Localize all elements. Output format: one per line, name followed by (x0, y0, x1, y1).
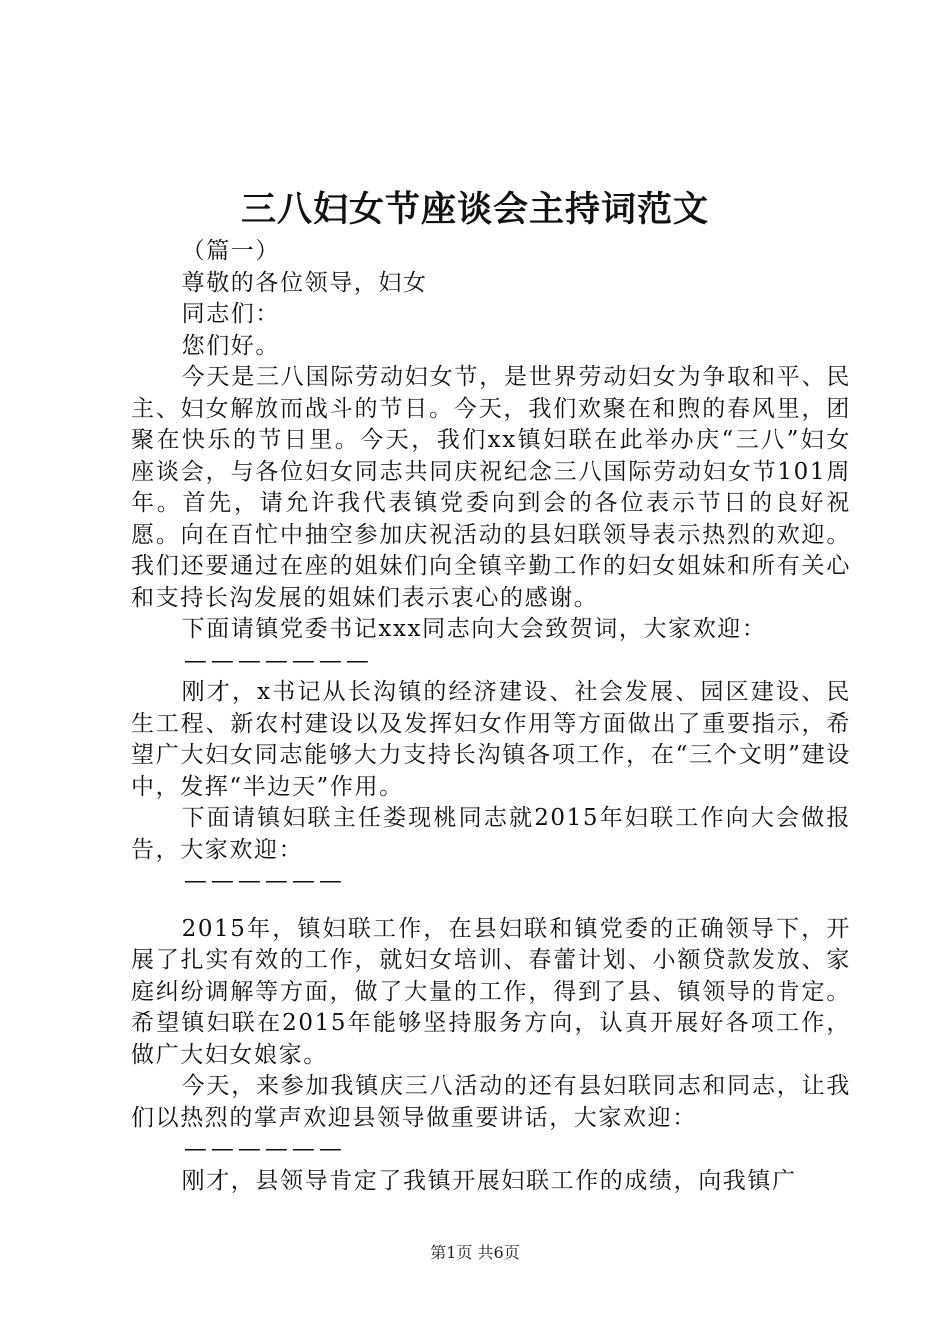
paragraph-spacer (131, 898, 851, 914)
paragraph-invite-county: 今天，来参加我镇庆三八活动的还有县妇联同志和同志，让我们以热烈的掌声欢迎县领导做重要讲话，大家欢迎： (131, 1073, 851, 1131)
paragraph-county-summary: 刚才，县领导肯定了我镇开展妇联工作的成绩，向我镇广 (181, 1167, 797, 1194)
document-title: 三八妇女节座谈会主持词范文 (240, 189, 709, 230)
page-footer: 第1页 共6页 (430, 1243, 520, 1262)
document-body (131, 236, 851, 1197)
dash-separator: —————— (183, 868, 346, 894)
paragraph-salutation-2: 同志们： (181, 301, 280, 327)
paragraph-section-label: （篇一） (181, 238, 280, 264)
dash-separator: ——————— (183, 647, 373, 674)
paragraph-invite-report: 下面请镇妇联主任娄现桃同志就2015年妇联工作向大会做报告，大家欢迎： (131, 805, 851, 863)
paragraph-opening: 今天是三八国际劳动妇女节，是世界劳动妇女为争取和平、民主、妇女解放而战斗的节日。今天，我们欢聚在和煦的春风里，团聚在快乐的节日里。今天，我们xx镇妇联在此举办庆“三八”妇女座谈会，与各位妇女同志共同庆祝纪念三八国际劳动妇女节101周年。首先，请允许我代表镇党委向到会的各位表示节日的良好祝愿。向在百忙中抽空参加庆祝活动的县妇联领导表示热烈的欢迎。我们还要通过在座的姐妹们向全镇辛勤工作的妇女姐妹和所有关心和支持长沟发展的姐妹们表示衷心的感谢。 (131, 364, 851, 611)
paragraph-report-summary: 2015年，镇妇联工作，在县妇联和镇党委的正确领导下，开展了扎实有效的工作，就妇女培训、春蕾计划、小额贷款发放、家庭纠纷调解等方面，做了大量的工作，得到了县、镇领导的肯定。希望镇妇联在2015年能够坚持服务方向，认真开展好各项工作，做广大妇女娘家。 (131, 915, 851, 1068)
dash-separator: —————— (183, 1136, 346, 1162)
paragraph-salutation: 尊敬的各位领导，妇女 (181, 269, 428, 296)
paragraph-secretary-summary: 刚才，x书记从长沟镇的经济建设、社会发展、园区建设、民生工程、新农村建设以及发挥妇女作用等方面做出了重要指示，希望广大妇女同志能够大力支持长沟镇各项工作，在“三个文明”建设中，发挥“半边天”作用。 (131, 679, 851, 800)
paragraph-invite-secretary: 下面请镇党委书记xxx同志向大会致贺词，大家欢迎： (181, 616, 767, 642)
paragraph-greeting: 您们好。 (181, 332, 280, 359)
